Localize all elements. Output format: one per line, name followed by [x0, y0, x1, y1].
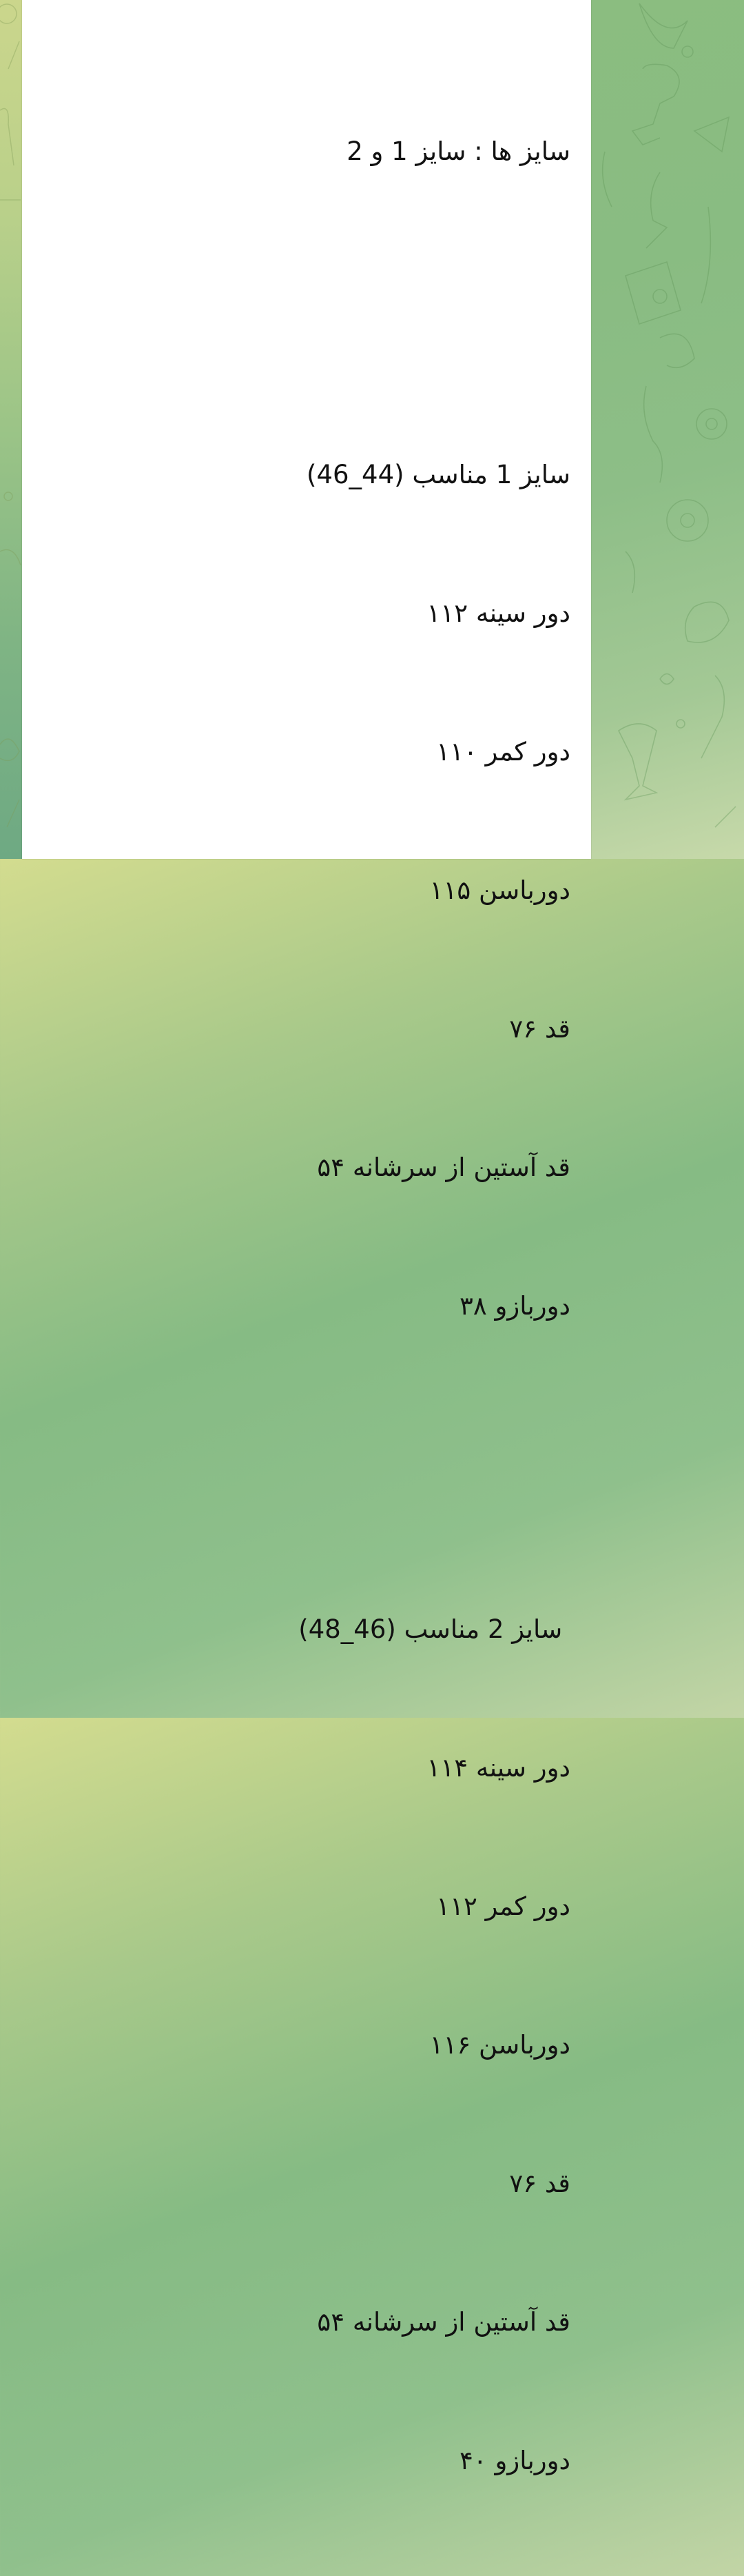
size2-heading: سایز 2 مناسب (46_48) — [298, 1614, 570, 1644]
size1-hip: دورباسن ۱۱۵ — [429, 875, 570, 905]
message-text — [298, 36, 570, 2576]
size1-arm: دوربازو ۳۸ — [459, 1291, 570, 1321]
size2-sleeve: قد آستین از سرشانه ۵۴ — [317, 2307, 570, 2337]
size1-sleeve: قد آستین از سرشانه ۵۴ — [317, 1153, 570, 1182]
message-title: سایز ها : سایز 1 و 2 — [347, 136, 570, 166]
blank-line — [298, 1421, 570, 1468]
message-bubble[interactable] — [22, 0, 591, 2475]
size1-waist: دور کمر ۱۱۰ — [436, 737, 570, 767]
size2-hip: دورباسن ۱۱۶ — [429, 2030, 570, 2060]
size1-heading: سایز 1 مناسب (44_46) — [307, 460, 570, 489]
doodle-pattern-icon — [0, 0, 22, 859]
doodle-pattern-icon — [591, 0, 744, 859]
size2-waist: دور کمر ۱۱۲ — [436, 1892, 570, 1921]
size2-arm: دوربازو ۴۰ — [459, 2446, 570, 2475]
chat-background-right — [591, 0, 744, 859]
size2-chest: دور سینه ۱۱۴ — [426, 1753, 570, 1783]
size1-length: قد ۷۶ — [509, 1014, 570, 1044]
size1-chest: دور سینه ۱۱۲ — [426, 598, 570, 628]
size2-length: قد ۷۶ — [509, 2169, 570, 2198]
blank-line — [298, 267, 570, 313]
chat-background-left — [0, 0, 22, 859]
